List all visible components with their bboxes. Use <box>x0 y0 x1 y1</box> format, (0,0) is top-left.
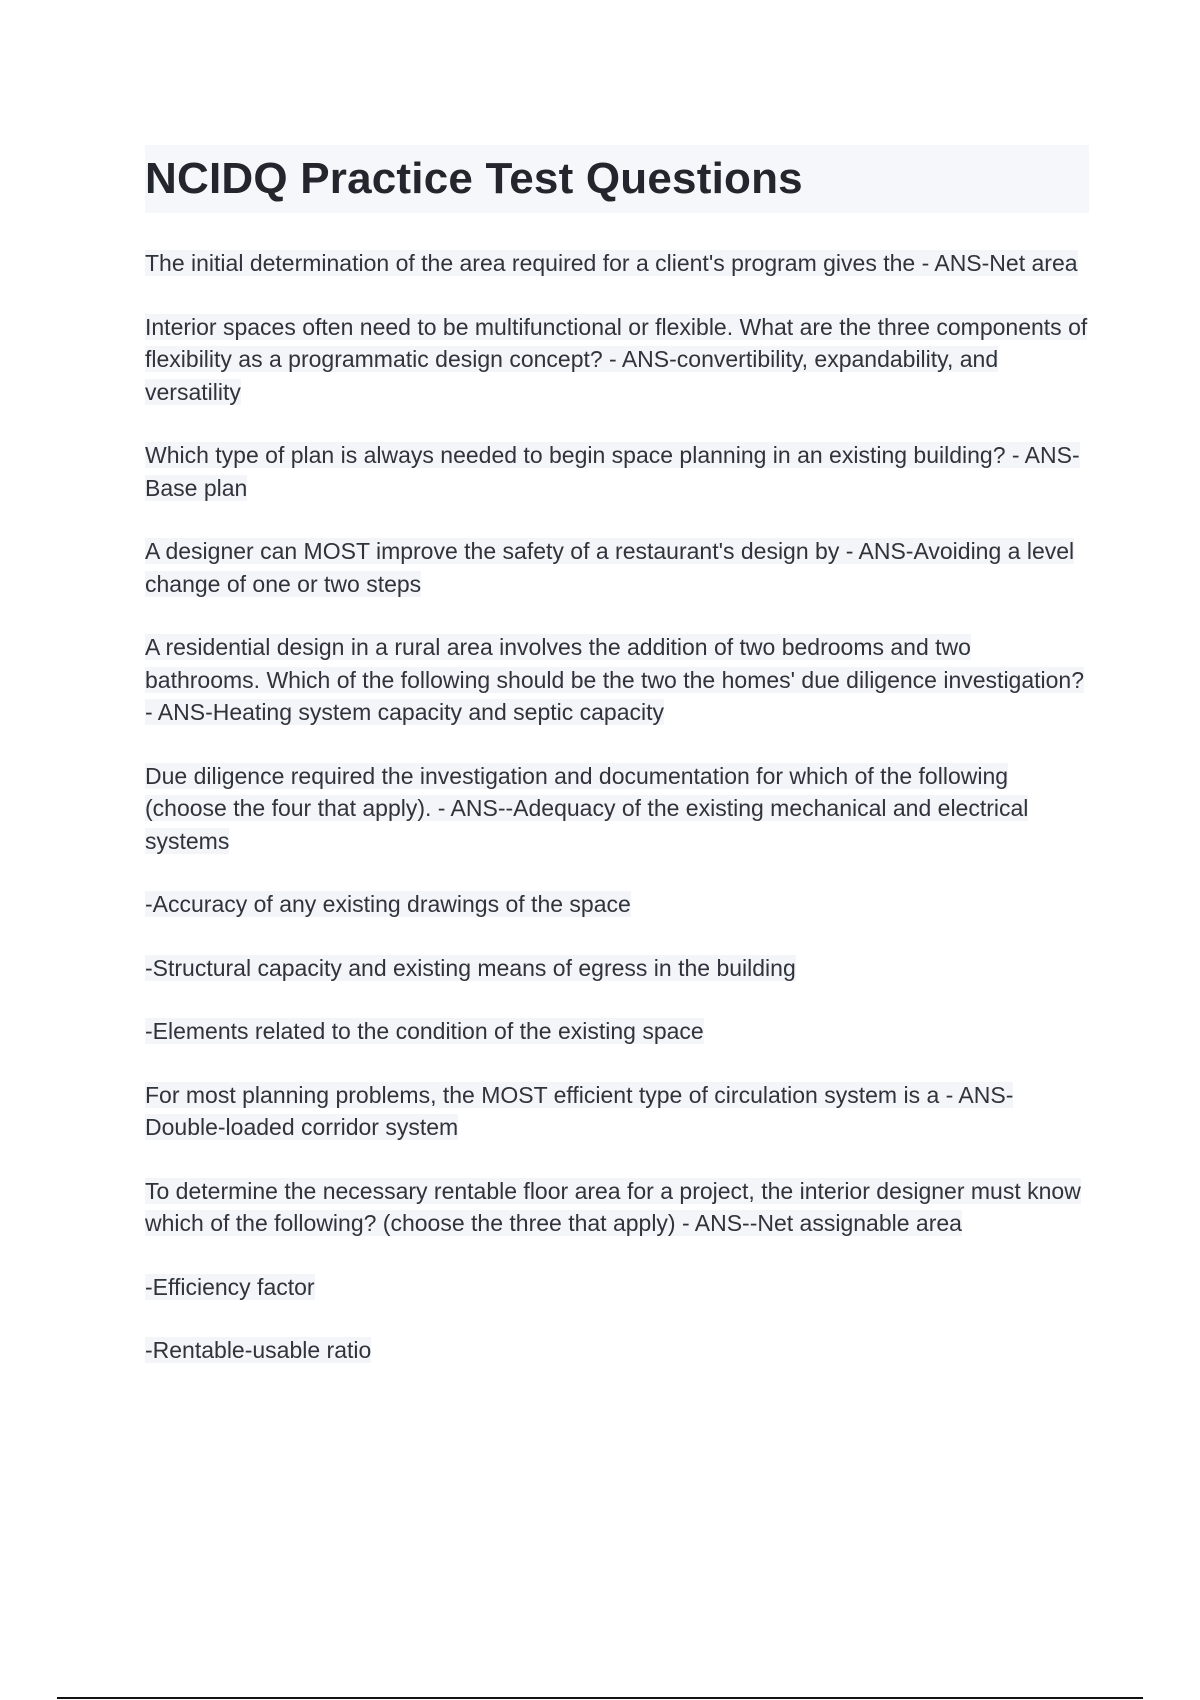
paragraph-text: -Elements related to the condition of the existing space <box>145 1018 704 1044</box>
paragraph-text: -Structural capacity and existing means of egress in the building <box>145 954 796 981</box>
answer-list-item <box>145 888 1089 921</box>
paragraph-text: -Efficiency factor <box>145 1273 315 1300</box>
answer-list-item <box>145 1015 1089 1048</box>
question-paragraph <box>145 631 1089 729</box>
question-paragraph <box>145 1175 1089 1240</box>
question-paragraph <box>145 760 1089 858</box>
question-paragraph <box>145 535 1089 600</box>
title-bar <box>145 145 1089 213</box>
paragraph-text: To determine the necessary rentable floor area for a project, the interior designer must know which of the following? (choose the three that apply) - ANS--Net assignable area <box>145 1177 1081 1236</box>
document-page <box>145 145 1089 1398</box>
page-title: NCIDQ Practice Test Questions <box>145 154 803 203</box>
answer-list-item <box>145 1334 1089 1367</box>
answer-list-item <box>145 952 1089 985</box>
question-paragraph <box>145 311 1089 409</box>
paragraph-text: Interior spaces often need to be multifunctional or flexible. What are the three components of flexibility as a programmatic design concept? - ANS-convertibility, expandability, and versatility <box>145 313 1088 405</box>
question-paragraph <box>145 1079 1089 1144</box>
question-paragraph <box>145 247 1089 280</box>
paragraph-text: The initial determination of the area required for a client's program gives the - ANS-Net area <box>145 250 1078 276</box>
paragraph-text: A designer can MOST improve the safety of a restaurant's design by - ANS-Avoiding a level change of one or two steps <box>145 538 1075 597</box>
paragraph-text: Due diligence required the investigation and documentation for which of the following (choose the four that apply). - ANS--Adequacy of the existing mechanical and electrical systems <box>145 762 1029 854</box>
question-paragraph <box>145 439 1089 504</box>
answer-list-item <box>145 1271 1089 1304</box>
paragraph-text: A residential design in a rural area involves the addition of two bedrooms and two bathrooms. Which of the following should be the two the homes' due diligence investigation? - ANS-Heating system capacity and septic capacity <box>145 634 1085 725</box>
paragraph-text: -Rentable-usable ratio <box>145 1337 372 1363</box>
paragraph-text: Which type of plan is always needed to begin space planning in an existing building? - ANS-Base plan <box>145 442 1080 501</box>
paragraph-text: For most planning problems, the MOST efficient type of circulation system is a - ANS-Double-loaded corridor system <box>145 1081 1014 1140</box>
footer-divider <box>57 1697 1143 1699</box>
paragraph-text: -Accuracy of any existing drawings of the space <box>145 891 631 917</box>
